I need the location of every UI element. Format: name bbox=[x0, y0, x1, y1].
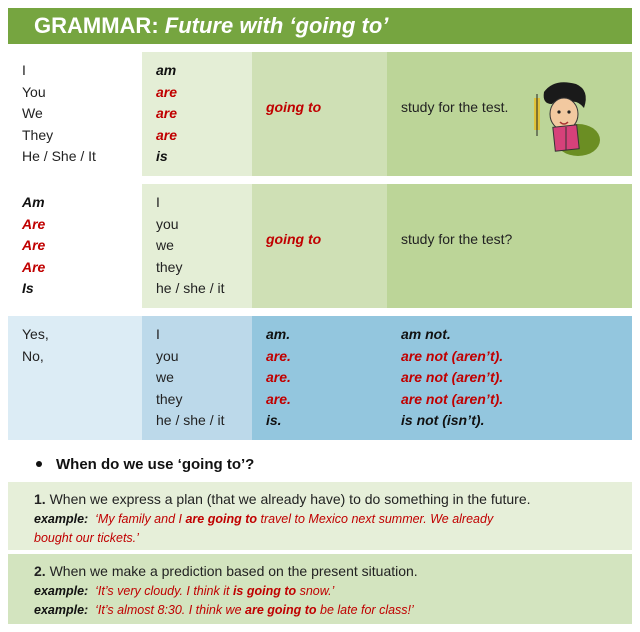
ex-part: ‘My family and I bbox=[95, 512, 186, 526]
pos-am: am. bbox=[266, 326, 291, 342]
pos-are: are. bbox=[266, 369, 291, 385]
q-subject-they: they bbox=[156, 258, 183, 275]
ex-part: travel to Mexico next summer. We already bbox=[257, 512, 494, 526]
sa-negative bbox=[387, 316, 632, 440]
ex-part: ‘It’s very cloudy. I think it bbox=[95, 584, 233, 598]
page-title bbox=[8, 8, 632, 44]
ex-highlight: are going to bbox=[185, 512, 257, 526]
example-label: example: bbox=[34, 603, 89, 617]
q-verb-are: Are bbox=[22, 237, 46, 253]
affirmative-verbs bbox=[142, 52, 252, 176]
affirmative-subjects bbox=[8, 52, 142, 176]
ex-part: snow.’ bbox=[296, 584, 335, 598]
pos-are: are. bbox=[266, 347, 291, 364]
subject-he-she-it: He / She / It bbox=[22, 148, 96, 164]
usage-1-number: 1. bbox=[34, 491, 46, 507]
verb-am: am bbox=[156, 62, 177, 78]
neg-are: are not (aren’t). bbox=[401, 390, 504, 407]
pos-is: is. bbox=[266, 412, 282, 428]
sa-subjects bbox=[142, 316, 252, 440]
rest-text: study for the test. bbox=[401, 99, 509, 115]
usage-heading: When do we use ‘going to’? bbox=[56, 456, 255, 473]
title-sub: Future with ‘going to’ bbox=[164, 13, 389, 38]
verb-are: are bbox=[156, 126, 178, 143]
subject-we: We bbox=[22, 105, 43, 121]
usage-1-example-cont bbox=[34, 529, 632, 548]
q-verb-is: Is bbox=[22, 280, 34, 296]
usage-2-desc: When we make a prediction based on the present situation. bbox=[49, 563, 418, 579]
usage-1-example bbox=[34, 510, 632, 529]
neg-are: are not (aren’t). bbox=[401, 369, 504, 385]
ex-highlight: is going to bbox=[232, 584, 297, 598]
sa-subject-you: you bbox=[156, 347, 179, 364]
question-subjects bbox=[142, 184, 252, 308]
example-label: example: bbox=[34, 584, 89, 598]
sa-positive bbox=[252, 316, 387, 440]
ex-highlight: are going to bbox=[245, 603, 317, 617]
sa-subject-we: we bbox=[156, 369, 174, 385]
usage-plan bbox=[8, 482, 632, 550]
yes-label: Yes, bbox=[22, 326, 49, 342]
q-verb-am: Am bbox=[22, 194, 45, 210]
usage-2-example-2 bbox=[34, 601, 632, 620]
q-going-to-label: going to bbox=[266, 231, 322, 247]
q-verb-are: Are bbox=[22, 258, 46, 275]
sa-subject-they: they bbox=[156, 390, 183, 407]
pos-are: are. bbox=[266, 390, 291, 407]
ex-part: be late for class!’ bbox=[316, 603, 414, 617]
question-going-to-cell bbox=[252, 184, 387, 308]
neg-am: am not. bbox=[401, 326, 451, 342]
q-subject-you: you bbox=[156, 215, 179, 232]
neg-are: are not (aren’t). bbox=[401, 347, 504, 364]
usage-prediction bbox=[8, 554, 632, 624]
student-reading-icon bbox=[530, 78, 602, 158]
sa-subject-he-she-it: he / she / it bbox=[156, 412, 225, 428]
question-row bbox=[8, 184, 632, 308]
q-verb-are: Are bbox=[22, 215, 46, 232]
bullet-icon bbox=[36, 461, 42, 467]
sa-subject-i: I bbox=[156, 326, 160, 342]
short-answers-row bbox=[8, 316, 632, 440]
usage-1-desc: When we express a plan (that we already have) to do something in the future. bbox=[49, 491, 531, 507]
ex-part: ‘It’s almost 8:30. I think we bbox=[95, 603, 245, 617]
example-label: example: bbox=[34, 512, 89, 526]
subject-i: I bbox=[22, 62, 26, 78]
title-main: GRAMMAR: bbox=[34, 13, 159, 38]
q-subject-he-she-it: he / she / it bbox=[156, 280, 225, 296]
usage-plan-text bbox=[34, 488, 632, 510]
verb-are: are bbox=[156, 83, 178, 100]
usage-2-example-1 bbox=[34, 582, 632, 601]
ex-part: bought our tickets.’ bbox=[34, 531, 139, 545]
affirmative-going-to-cell bbox=[252, 52, 387, 176]
yes-no-cell bbox=[8, 316, 142, 440]
neg-is: is not (isn’t). bbox=[401, 412, 485, 428]
q-rest-text: study for the test? bbox=[401, 231, 513, 247]
q-subject-we: we bbox=[156, 237, 174, 253]
question-rest-cell bbox=[387, 184, 632, 308]
question-verbs bbox=[8, 184, 142, 308]
verb-are: are bbox=[156, 105, 178, 121]
q-subject-i: I bbox=[156, 194, 160, 210]
no-label: No, bbox=[22, 347, 44, 364]
usage-prediction-text bbox=[34, 560, 632, 582]
usage-2-number: 2. bbox=[34, 563, 46, 579]
usage-heading-row bbox=[8, 450, 632, 480]
going-to-label: going to bbox=[266, 99, 322, 115]
subject-they: They bbox=[22, 126, 54, 143]
subject-you: You bbox=[22, 83, 46, 100]
verb-is: is bbox=[156, 148, 168, 164]
